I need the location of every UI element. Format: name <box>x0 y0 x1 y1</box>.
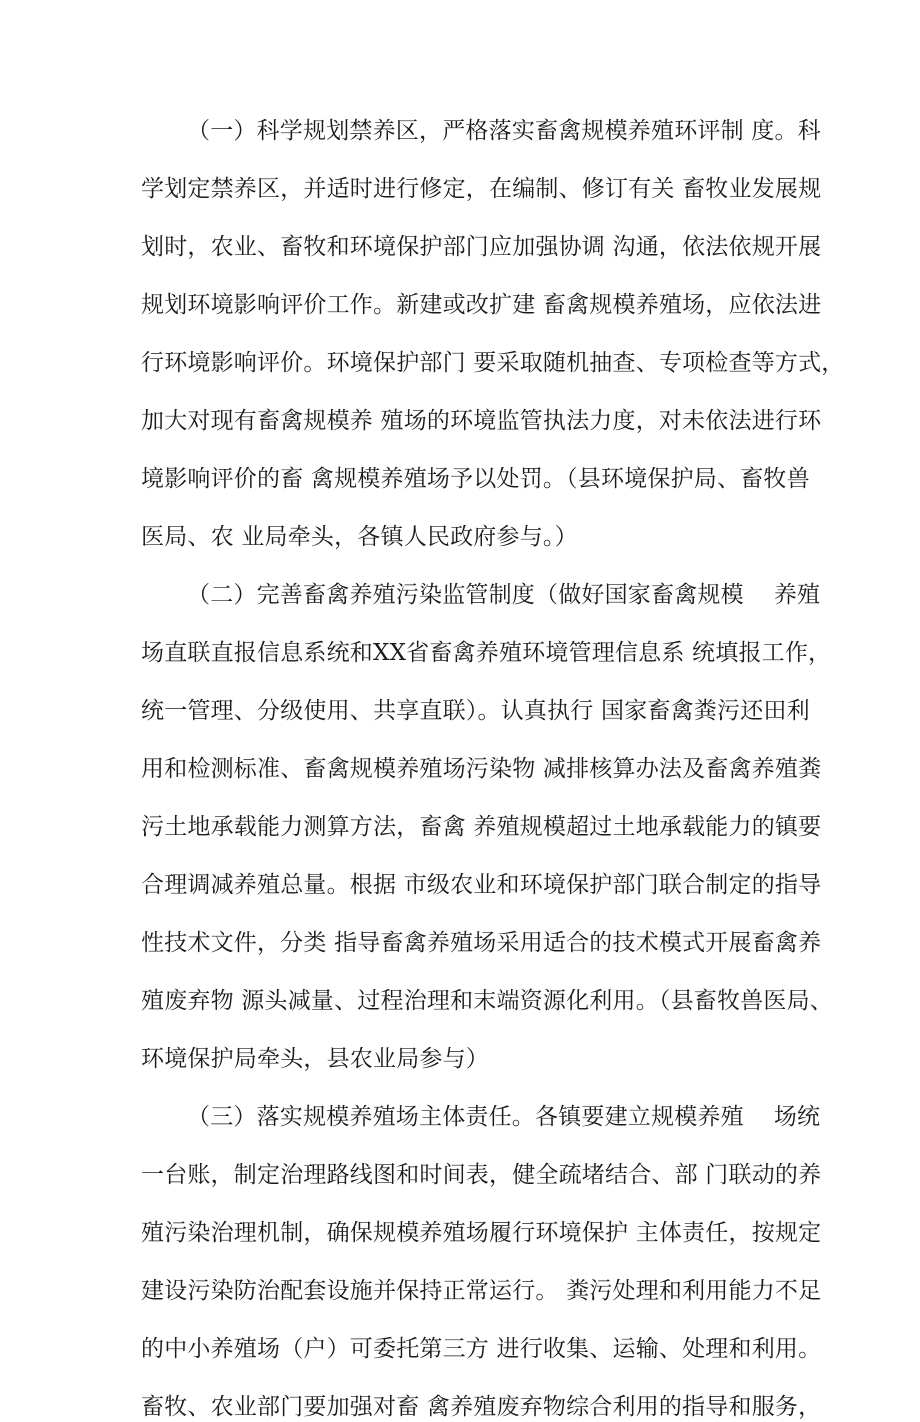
paragraph-3-line-6: 畜牧、农业部门要加强对畜 禽养殖废弃物综合利用的指导和服务， <box>141 1394 822 1420</box>
paragraph-2-line-8: 殖废弃物 源头减量、过程治理和末端资源化利用。（县畜牧兽医局、 <box>141 988 834 1014</box>
paragraph-2-line-3: 统一管理、分级使用、共享直联）。认真执行 国家畜禽粪污还田利 <box>141 698 810 724</box>
paragraph-2-line-5: 污土地承载能力测算方法，畜禽 养殖规模超过土地承载能力的镇要 <box>141 814 822 840</box>
paragraph-2-line-4: 用和检测标准、畜禽规模养殖场污染物 减排核算办法及畜禽养殖粪 <box>141 756 822 782</box>
paragraph-3-line-3: 殖污染治理机制，确保规模养殖场履行环境保护 主体责任，按规定 <box>141 1220 822 1246</box>
paragraph-1-line-1: （一）科学规划禁养区，严格落实畜禽规模养殖环评制 度。科 <box>187 118 821 144</box>
paragraph-1-line-4: 规划环境影响评价工作。新建或改扩建 畜禽规模养殖场，应依法进 <box>141 292 822 318</box>
paragraph-3-line-1: （三）落实规模养殖场主体责任。各镇要建立规模养殖 场统 <box>187 1104 821 1130</box>
paragraph-3-line-2: 一台账，制定治理路线图和时间表，健全疏堵结合、部 门联动的养 <box>141 1162 822 1188</box>
paragraph-1-line-8: 医局、农 业局牵头，各镇人民政府参与。） <box>141 524 578 550</box>
paragraph-1-line-6: 加大对现有畜禽规模养 殖场的环境监管执法力度，对未依法进行环 <box>141 408 822 434</box>
paragraph-1-line-7: 境影响评价的畜 禽规模养殖场予以处罚。（县环境保护局、畜牧兽 <box>141 466 810 492</box>
paragraph-2-line-1: （二）完善畜禽养殖污染监管制度（做好国家畜禽规模 养殖 <box>187 582 821 608</box>
paragraph-1-line-5: 行环境影响评价。环境保护部门 要采取随机抽查、专项检查等方式， <box>141 350 845 376</box>
paragraph-1-line-3: 划时，农业、畜牧和环境保护部门应加强协调 沟通，依法依规开展 <box>141 234 822 260</box>
paragraph-1-line-2: 学划定禁养区，并适时进行修定，在编制、修订有关 畜牧业发展规 <box>141 176 822 202</box>
paragraph-3-line-5: 的中小养殖场（户）可委托第三方 进行收集、运输、处理和利用。 <box>141 1336 822 1362</box>
paragraph-2-line-9: 环境保护局牵头，县农业局参与） <box>141 1046 489 1072</box>
paragraph-2-line-6: 合理调减养殖总量。根据 市级农业和环境保护部门联合制定的指导 <box>141 872 822 898</box>
paragraph-2-line-7: 性技术文件，分类 指导畜禽养殖场采用适合的技术模式开展畜禽养 <box>141 930 822 956</box>
paragraph-2-line-2: 场直联直报信息系统和XX省畜禽养殖环境管理信息系 统填报工作， <box>141 640 832 666</box>
paragraph-3-line-4: 建设污染防治配套设施并保持正常运行。 粪污处理和利用能力不足 <box>141 1278 822 1304</box>
